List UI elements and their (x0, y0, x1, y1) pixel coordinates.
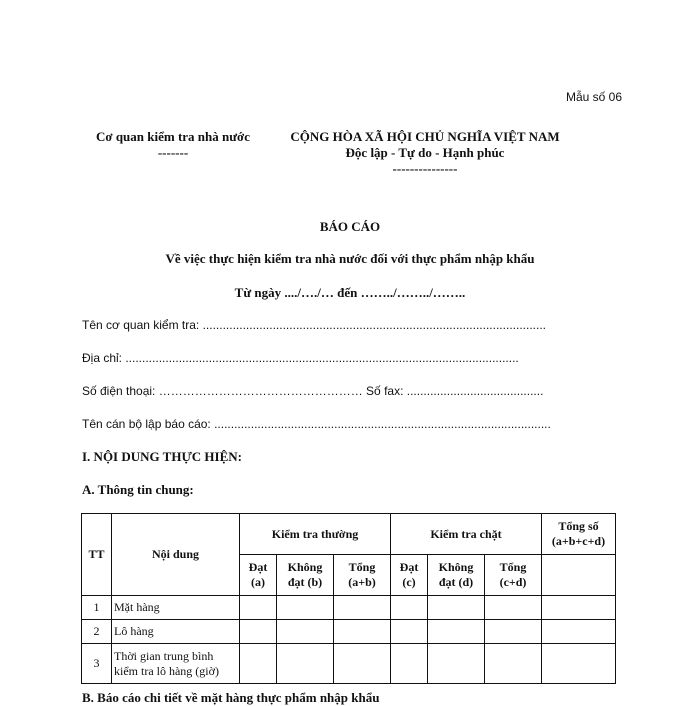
cell (391, 620, 428, 644)
nation-name: CỘNG HÒA XÃ HỘI CHỦ NGHĨA VIỆT NAM (290, 129, 560, 144)
header-grand-total: Tổng số (a+b+c+d) (542, 514, 616, 555)
subsection-heading: A. Thông tin chung: (82, 482, 194, 497)
row-content: Thời gian trung bình kiểm tra lô hàng (giờ) (112, 644, 240, 684)
table-row (82, 644, 616, 684)
field-phone-fax: Số điện thoại: …………………………………………… Số fax: ......................................... (82, 384, 544, 398)
row-tt: 1 (82, 596, 112, 620)
cell (334, 620, 391, 644)
cell (485, 596, 542, 620)
nation-motto: Độc lập - Tự do - Hạnh phúc (345, 145, 505, 160)
header-pass-c: Đạt (c) (391, 555, 428, 596)
field-address: Địa chỉ: ...................................................................................................................... (82, 351, 519, 365)
cell (428, 644, 485, 684)
header-fail-b: Không đạt (b) (277, 555, 334, 596)
cell (240, 644, 277, 684)
cell (391, 596, 428, 620)
cell (334, 644, 391, 684)
agency-divider: ------- (157, 145, 189, 160)
next-section-heading: B. Báo cáo chi tiết về mặt hàng thực phẩm nhập khẩu (82, 690, 380, 705)
row-content: Lô hàng (112, 620, 240, 644)
cell (428, 596, 485, 620)
row-tt: 2 (82, 620, 112, 644)
header-sum-ab: Tổng (a+b) (334, 555, 391, 596)
grand-total-blank (542, 555, 616, 596)
header-tt: TT (82, 514, 112, 596)
header-strict-inspection: Kiểm tra chặt (391, 514, 542, 555)
cell (391, 644, 428, 684)
cell (542, 596, 616, 620)
national-header (275, 129, 575, 177)
section-heading: I. NỘI DUNG THỰC HIỆN: (82, 449, 242, 464)
table-row (82, 620, 616, 644)
cell (542, 620, 616, 644)
cell (240, 620, 277, 644)
field-reporter: Tên cán bộ lập báo cáo: ..................................................................................................... (82, 417, 551, 431)
cell (542, 644, 616, 684)
cell (485, 620, 542, 644)
cell (334, 596, 391, 620)
header-normal-inspection: Kiểm tra thường (240, 514, 391, 555)
header-content: Nội dung (112, 514, 240, 596)
cell (277, 596, 334, 620)
cell (277, 620, 334, 644)
row-tt: 3 (82, 644, 112, 684)
cell (485, 644, 542, 684)
header-fail-d: Không đạt (d) (428, 555, 485, 596)
header-sum-cd: Tổng (c+d) (485, 555, 542, 596)
header-pass-a: Đạt (a) (240, 555, 277, 596)
row-content: Mặt hàng (112, 596, 240, 620)
nation-divider: --------------- (392, 161, 458, 176)
report-title: BÁO CÁO (319, 219, 381, 234)
cell (428, 620, 485, 644)
inspection-table (81, 513, 616, 684)
report-period: Từ ngày ..../…./… đến ……../……../…….. (234, 285, 466, 300)
agency-name: Cơ quan kiểm tra nhà nước (95, 129, 251, 144)
field-agency-name: Tên cơ quan kiểm tra: ....................................................................................................... (82, 318, 546, 332)
table-row (82, 596, 616, 620)
issuing-agency (90, 129, 256, 161)
form-number: Mẫu số 06 (566, 90, 623, 104)
cell (277, 644, 334, 684)
report-subtitle: Về việc thực hiện kiểm tra nhà nước đối với thực phẩm nhập khẩu (165, 251, 535, 266)
cell (240, 596, 277, 620)
